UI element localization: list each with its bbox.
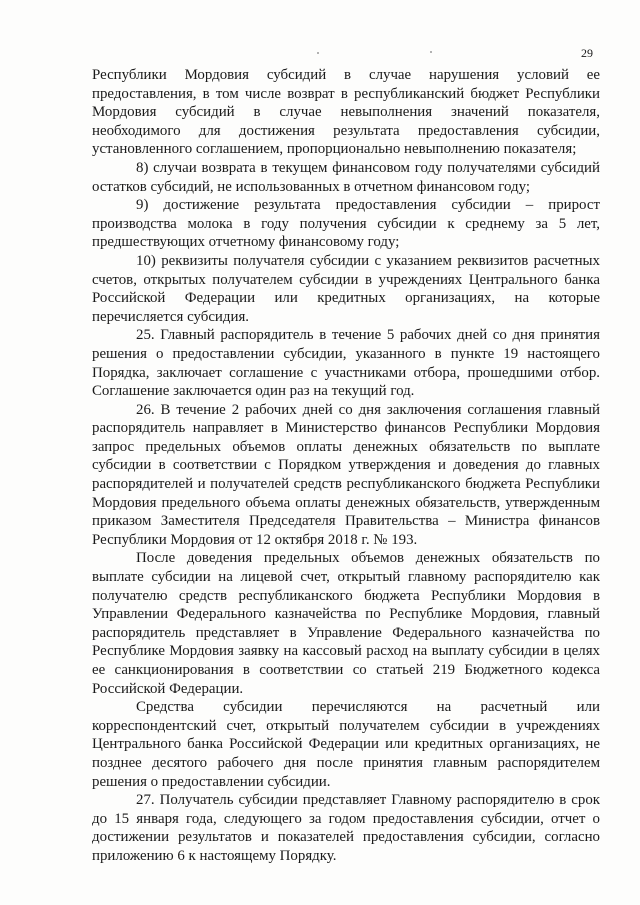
paragraph-item-8: 8) случаи возврата в текущем финансовом году получателями субсидий остатков субсидий, не использованных в отчетном финансовом году; — [92, 159, 600, 195]
paragraph-item-9: 9) достижение результата предоставления субсидии – прирост производства молока в году получения субсидии к среднему за 5 лет, предшествующих отчетному финансовому году; — [92, 197, 600, 251]
paragraph-clause-26: 26. В течение 2 рабочих дней со дня заключения соглашения главный распорядитель направляет в Министерство финансов Республики Мордовия запрос предельных объемов оплаты денежных обязательств по выплате субсидии в соответствии с Порядком утверждения и доведения до главных распорядителей и получателей средств республиканского бюджета Республики Мордовия предельного объема оплаты денежных обязательств, утвержденным приказом Заместителя Председателя Правительства – Министра финансов Республики Мордовия от 12 октября 2018 г. № 193. — [92, 401, 600, 548]
paragraph-continuation: Республики Мордовия субсидий в случае нарушения условий ее предоставления, в том числе возврат в республиканский бюджет Республики Мордовия субсидий в случае невыполнения значений показателя, необходимого для достижения результата предоставления субсидии, установленного соглашением, пропорционально невыполнению показателя; — [92, 67, 600, 158]
paragraph-clause-25: 25. Главный распорядитель в течение 5 рабочих дней со дня принятия решения о предоставлении субсидии, указанного в пункте 19 настоящего Порядка, заключает соглашение с участниками отбора, прошедшими отбор. Соглашение заключается один раз на текущий год. — [92, 327, 600, 400]
paragraph-item-10: 10) реквизиты получателя субсидии с указанием реквизитов расчетных счетов, открытых получателем субсидии в учреждениях Центрального банка Российской Федерации или кредитных организациях, на которые перечисляется субсидия. — [92, 252, 600, 325]
paragraph-clause-27: 27. Получатель субсидии представляет Главному распорядителю в срок до 15 января года, следующего за годом предоставления субсидии, отчет о достижении результатов и показателей предоставления субсидии, согласно приложению 6 к настоящему Порядку. — [92, 792, 600, 864]
scan-speck — [430, 51, 432, 53]
page-number: 29 — [581, 46, 593, 60]
paragraph-transfer: Средства субсидии перечисляются на расчетный или корреспондентский счет, открытый получателем субсидии в учреждениях Центрального банка Российской Федерации или кредитных организациях, не позднее десятого рабочего дня после принятия главным распорядителем решения о предоставлении субсидии. — [92, 699, 600, 790]
document-body — [92, 66, 600, 866]
scan-speck — [317, 52, 319, 54]
paragraph-cash-expense: После доведения предельных объемов денежных обязательств по выплате субсидии на лицевой счет, открытый главному распорядителю как получателю средств республиканского бюджета Республики Мордовия в Управлении Федерального казначейства по Республике Мордовия, главный распорядитель представляет в Управление Федерального казначейства по Республике Мордовия заявку на кассовый расход на выплату субсидии в целях ее санкционирования в соответствии со статьей 219 Бюджетного кодекса Российской Федерации. — [92, 550, 600, 697]
